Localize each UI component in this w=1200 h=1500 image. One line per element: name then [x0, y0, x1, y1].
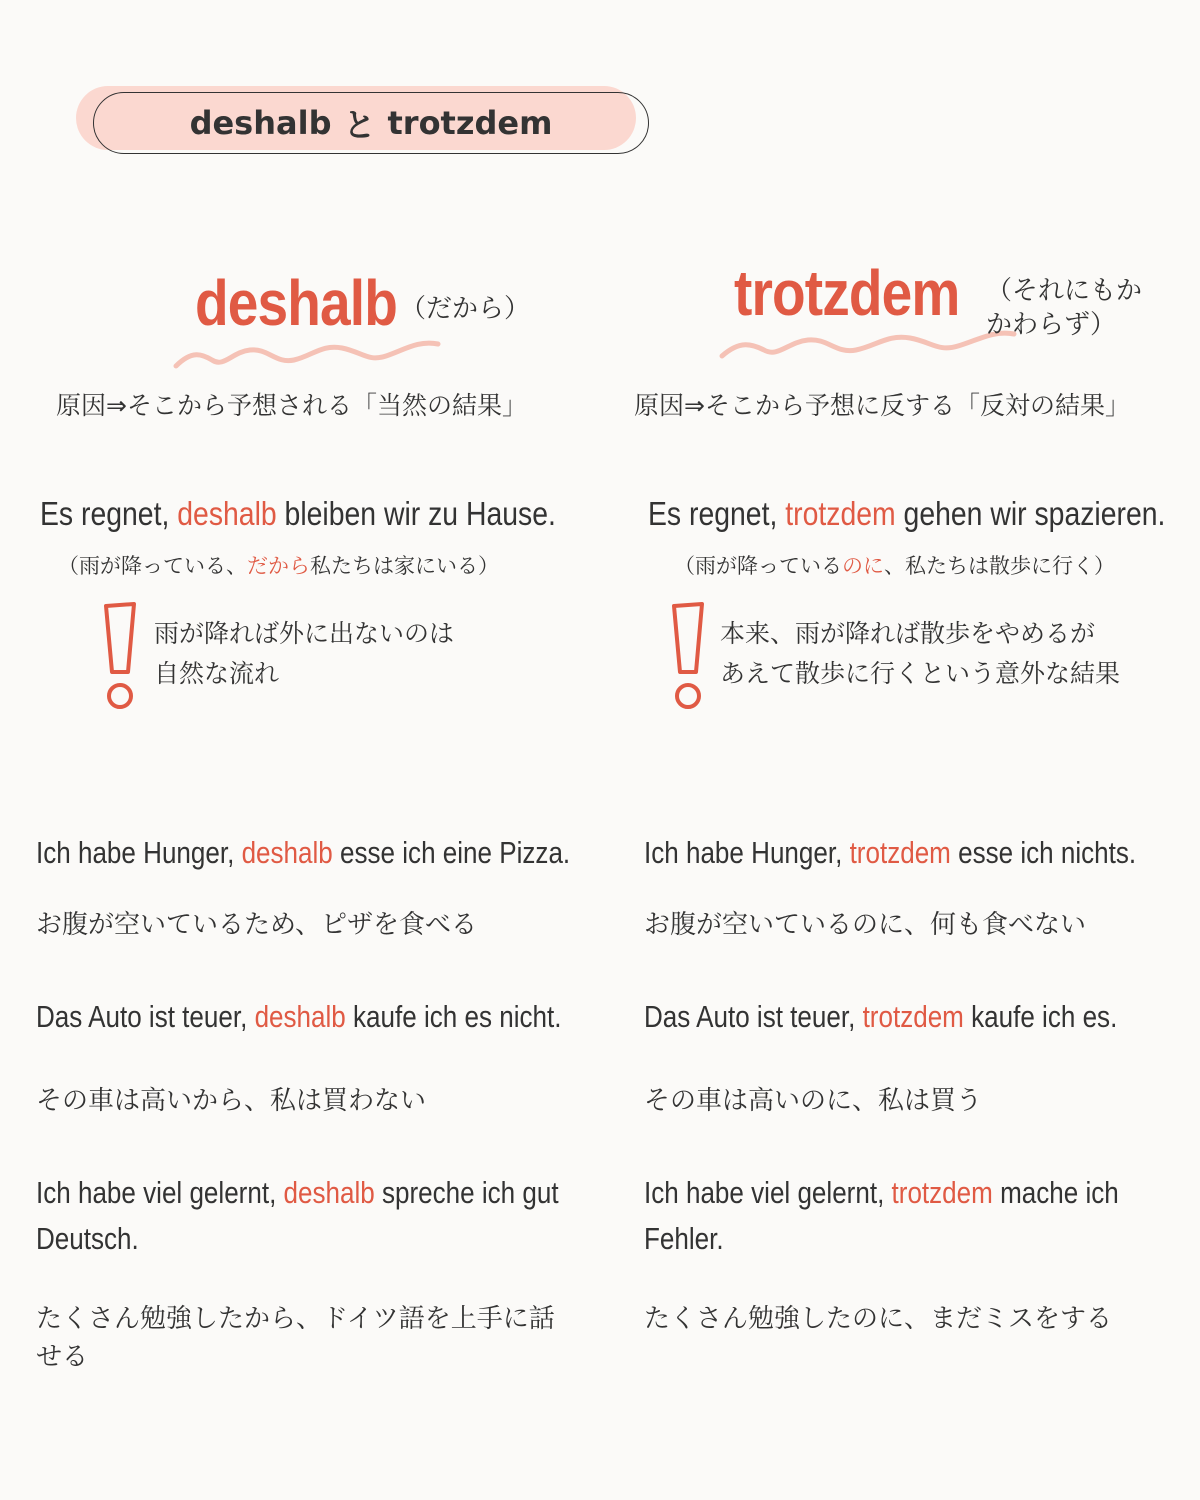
example-post: bleiben wir zu Hause. [276, 495, 556, 532]
note-line-1: 雨が降れば外に出ないのは [154, 619, 455, 648]
definition-deshalb: 原因⇒そこから予想される「当然の結果」 [56, 391, 527, 420]
sentence-post: esse ich eine Pizza. [332, 835, 571, 870]
sentence-pre: Ich habe Hunger, [644, 835, 850, 870]
translation-highlight: のに [842, 554, 884, 578]
sentence-highlight: trotzdem [862, 999, 964, 1034]
translation-pre: （雨が降っている、 [58, 554, 247, 578]
sentence-de-2 [644, 994, 1200, 1040]
sentence-de-3 [36, 1170, 607, 1262]
sentence-jp-3: たくさん勉強したから、ドイツ語を上手に話せる [36, 1304, 555, 1372]
note-line-2: あえて散歩に行くという意外な結果 [720, 659, 1121, 688]
sentence-pre: Das Auto ist teuer, [36, 999, 255, 1034]
exclamation-icon [98, 600, 142, 718]
definition-trotzdem: 原因⇒そこから予想に反する「反対の結果」 [634, 391, 1130, 420]
sentence-post: spreche ich gut Deutsch. [36, 1175, 559, 1256]
translation-post: 私たちは家にいる） [310, 554, 499, 578]
sentence-jp-1: お腹が空いているのに、何も食べない [644, 910, 1087, 940]
sentence-de-1 [644, 830, 1200, 876]
sentence-post: kaufe ich es nicht. [345, 999, 562, 1034]
title-connector: と [343, 106, 376, 144]
sentence-highlight: deshalb [241, 835, 333, 870]
example-pre: Es regnet, [648, 495, 786, 532]
sentence-jp-1: お腹が空いているため、ピザを食べる [36, 910, 477, 940]
sentence-highlight: trotzdem [891, 1175, 993, 1210]
keyword-deshalb: deshalb [195, 267, 397, 339]
sentence-highlight: deshalb [254, 999, 346, 1034]
sentence-de-2 [36, 994, 607, 1040]
title-word1: deshalb [189, 104, 332, 142]
translation-highlight: だから [247, 554, 310, 578]
example-post: gehen wir spazieren. [895, 495, 1166, 532]
sentence-pre: Ich habe viel gelernt, [36, 1175, 284, 1210]
sentence-post: esse ich nichts. [950, 835, 1137, 870]
translation-pre: （雨が降っている [674, 554, 842, 578]
exclamation-icon [666, 600, 710, 718]
note-trotzdem [720, 614, 1120, 694]
sentence-pre: Ich habe viel gelernt, [644, 1175, 892, 1210]
main-example-deshalb [40, 495, 556, 533]
note-deshalb [154, 614, 454, 694]
sentence-post: kaufe ich es. [963, 999, 1118, 1034]
sentence-pre: Ich habe Hunger, [36, 835, 242, 870]
gloss-deshalb: （だから） [400, 294, 531, 324]
main-example-trotzdem [648, 495, 1165, 533]
sentence-highlight: deshalb [283, 1175, 375, 1210]
example-highlight: trotzdem [785, 495, 896, 532]
sentence-jp-2: その車は高いのに、私は買う [644, 1086, 983, 1116]
example-pre: Es regnet, [40, 495, 178, 532]
sentence-highlight: trotzdem [849, 835, 951, 870]
note-line-2: 自然な流れ [154, 659, 280, 688]
sentence-de-3 [644, 1170, 1182, 1262]
sentence-jp-2: その車は高いから、私は買わない [36, 1086, 427, 1116]
gloss-trotzdem: （それにもかかわらず） [986, 276, 1143, 340]
keyword-trotzdem: trotzdem [734, 257, 960, 329]
note-line-1: 本来、雨が降れば散歩をやめるが [720, 619, 1096, 648]
sentence-post: mache ich Fehler. [644, 1175, 1119, 1256]
title-word2: trotzdem [387, 104, 553, 142]
sentence-pre: Das Auto ist teuer, [644, 999, 863, 1034]
sentence-de-1 [36, 830, 607, 876]
main-example-translation-deshalb [58, 550, 499, 580]
trotzdem-column [600, 0, 1200, 1500]
translation-post: 、私たちは散歩に行く） [884, 554, 1115, 578]
example-highlight: deshalb [177, 495, 277, 532]
sentence-jp-3: たくさん勉強したのに、まだミスをする [644, 1304, 1113, 1334]
main-example-translation-trotzdem [674, 550, 1115, 580]
